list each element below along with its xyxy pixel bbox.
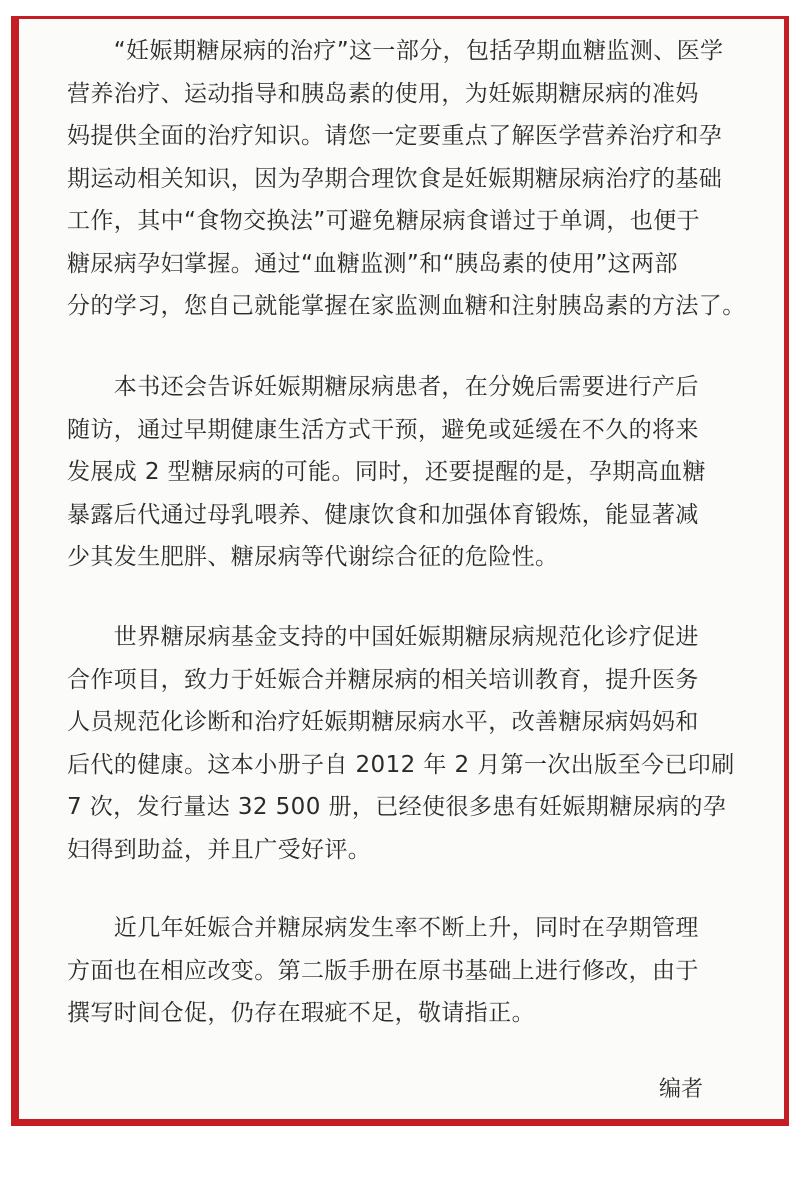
- paragraph-second-edition: [67, 907, 747, 1035]
- text-line: 本书还会告诉妊娠期糖尿病患者，在分娩后需要进行产后: [67, 374, 699, 400]
- text-line: 世界糖尿病基金支持的中国妊娠期糖尿病规范化诊疗促进: [67, 624, 699, 650]
- text-line: 营养治疗、运动指导和胰岛素的使用，为妊娠期糖尿病的准妈: [67, 80, 699, 107]
- text-line: 妇得到助益，并且广受好评。: [67, 836, 372, 863]
- text-line: 撰写时间仓促，仍存在瑕疵不足，敬请指正。: [67, 1000, 535, 1026]
- text-line: 7 次，发行量达 32 500 册，已经使很多患有妊娠期糖尿病的孕: [67, 794, 727, 820]
- text-line: 合作项目，致力于妊娠合并糖尿病的相关培训教育，提升医务: [67, 666, 699, 693]
- editor-signature: 编者: [658, 1077, 703, 1102]
- text-line: 随访，通过早期健康生活方式干预，避免或延缓在不久的将来: [67, 416, 699, 443]
- text-line: 近几年妊娠合并糖尿病发生率不断上升，同时在孕期管理: [67, 915, 699, 941]
- paragraph-project: [67, 616, 747, 871]
- paragraph-postpartum: [67, 366, 747, 579]
- text-line: 工作，其中“食物交换法”可避免糖尿病食谱过于单调，也便于: [67, 208, 701, 234]
- text-line: 糖尿病孕妇掌握。通过“血糖监测”和“胰岛素的使用”这两部: [67, 250, 678, 277]
- text-line: 后代的健康。这本小册子自 2012 年 2 月第一次出版至今已印刷: [67, 751, 735, 778]
- text-line: 人员规范化诊断和治疗妊娠期糖尿病水平，改善糖尿病妈妈和: [67, 709, 699, 735]
- text-line: 暴露后代通过母乳喂养、健康饮食和加强体育锻炼，能显著减: [67, 501, 699, 528]
- text-line: 妈提供全面的治疗知识。请您一定要重点了解医学营养治疗和孕: [67, 123, 723, 149]
- text-line: “妊娠期糖尿病的治疗”这一部分，包括孕期血糖监测、医学: [67, 38, 724, 64]
- text-line: 发展成 2 型糖尿病的可能。同时，还要提醒的是，孕期高血糖: [67, 459, 706, 485]
- paragraph-treatment: [67, 30, 747, 328]
- text-line: 分的学习，您自己就能掌握在家监测血糖和注射胰岛素的方法了。: [67, 293, 746, 319]
- text-line: 少其发生肥胖、糖尿病等代谢综合征的危险性。: [67, 544, 559, 570]
- text-line: 期运动相关知识，因为孕期合理饮食是妊娠期糖尿病治疗的基础: [67, 165, 723, 192]
- text-line: 方面也在相应改变。第二版手册在原书基础上进行修改，由于: [67, 957, 699, 984]
